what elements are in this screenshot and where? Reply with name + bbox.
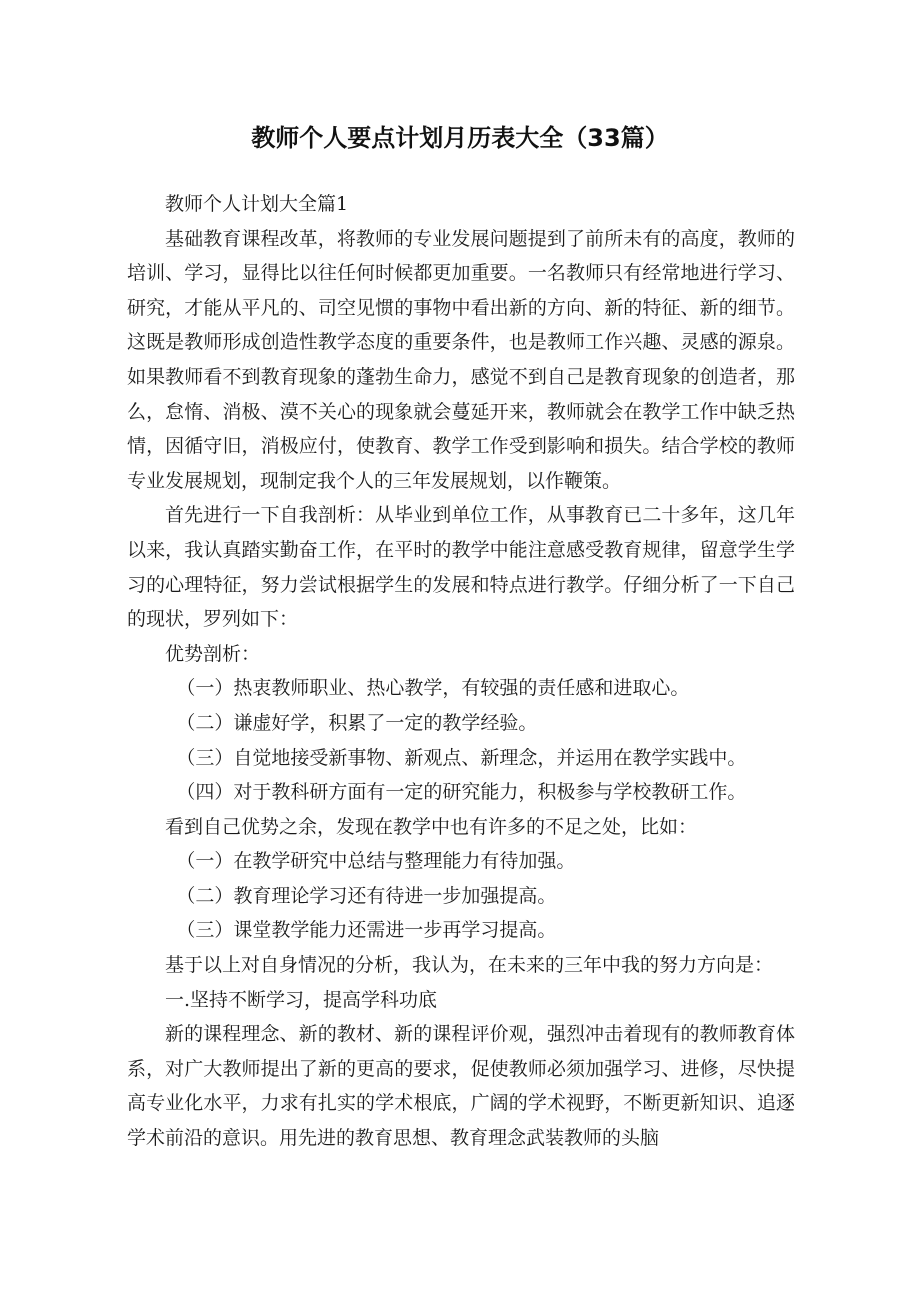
strength-item-3: （三）自觉地接受新事物、新观点、新理念，并运用在教学实践中。 bbox=[176, 746, 747, 769]
document-title: 教师个人要点计划月历表大全（33篇） bbox=[251, 124, 669, 152]
section-heading: 教师个人计划大全篇1 bbox=[165, 193, 349, 215]
paragraph-intro: 基础教育课程改革，将教师的专业发展问题提到了前所未有的高度，教师的培训、学习，显得比以往任何时候都更加重要。一名教师只有经常地进行学习、研究，才能从平凡的、司空见惯的事物中看出新的方向、新的特征、新的细节。这既是教师形成创造性教学态度的重要条件，也是教师工作兴趣、灵感的源泉。如果教师看不到教育现象的蓬勃生命力，感觉不到自己是教育现象的创造者，那么，怠惰、消极、漠不关心的现象就会蔓延开来，教师就会在教学工作中缺乏热情，因循守旧，消极应付，使教育、教学工作受到影响和损失。结合学校的教师专业发展规划，现制定我个人的三年发展规划，以作鞭策。 bbox=[127, 227, 795, 492]
document-body bbox=[127, 187, 795, 1156]
direction-intro: 基于以上对自身情况的分析，我认为，在未来的三年中我的努力方向是： bbox=[165, 954, 774, 977]
strength-item-2: （二）谦虚好学，积累了一定的教学经验。 bbox=[176, 711, 538, 734]
weakness-item-3: （三）课堂教学能力还需进一步再学习提高。 bbox=[176, 919, 557, 942]
strengths-heading: 优势剖析： bbox=[165, 642, 261, 665]
weakness-item-1: （一）在教学研究中总结与整理能力有待加强。 bbox=[176, 850, 576, 873]
paragraph-self-analysis: 首先进行一下自我剖析：从毕业到单位工作，从事教育已二十多年，这几年以来，我认真踏实勤奋工作，在平时的教学中能注意感受教育规律，留意学生学习的心理特征，努力尝试根据学生的发展和特点进行教学。仔细分析了一下自己的现状，罗列如下： bbox=[127, 504, 795, 631]
direction-heading-1: 一.坚持不断学习，提高学科功底 bbox=[165, 988, 438, 1011]
strength-item-1: （一）热衷教师职业、热心教学，有较强的责任感和进取心。 bbox=[176, 677, 690, 700]
strength-item-4: （四）对于教科研方面有一定的研究能力，积极参与学校教研工作。 bbox=[176, 781, 747, 804]
paragraph-direction-1: 新的课程理念、新的教材、新的课程评价观，强烈冲击着现有的教师教育体系，对广大教师提出了新的更高的要求，促使教师必须加强学习、进修，尽快提高专业化水平，力求有扎实的学术根底，广阔的学术视野，不断更新知识、追逐学术前沿的意识。用先进的教育思想、教育理念武装教师的头脑 bbox=[127, 1023, 795, 1150]
weaknesses-heading: 看到自己优势之余，发现在教学中也有许多的不足之处，比如： bbox=[165, 815, 698, 838]
weakness-item-2: （二）教育理论学习还有待进一步加强提高。 bbox=[176, 884, 557, 907]
